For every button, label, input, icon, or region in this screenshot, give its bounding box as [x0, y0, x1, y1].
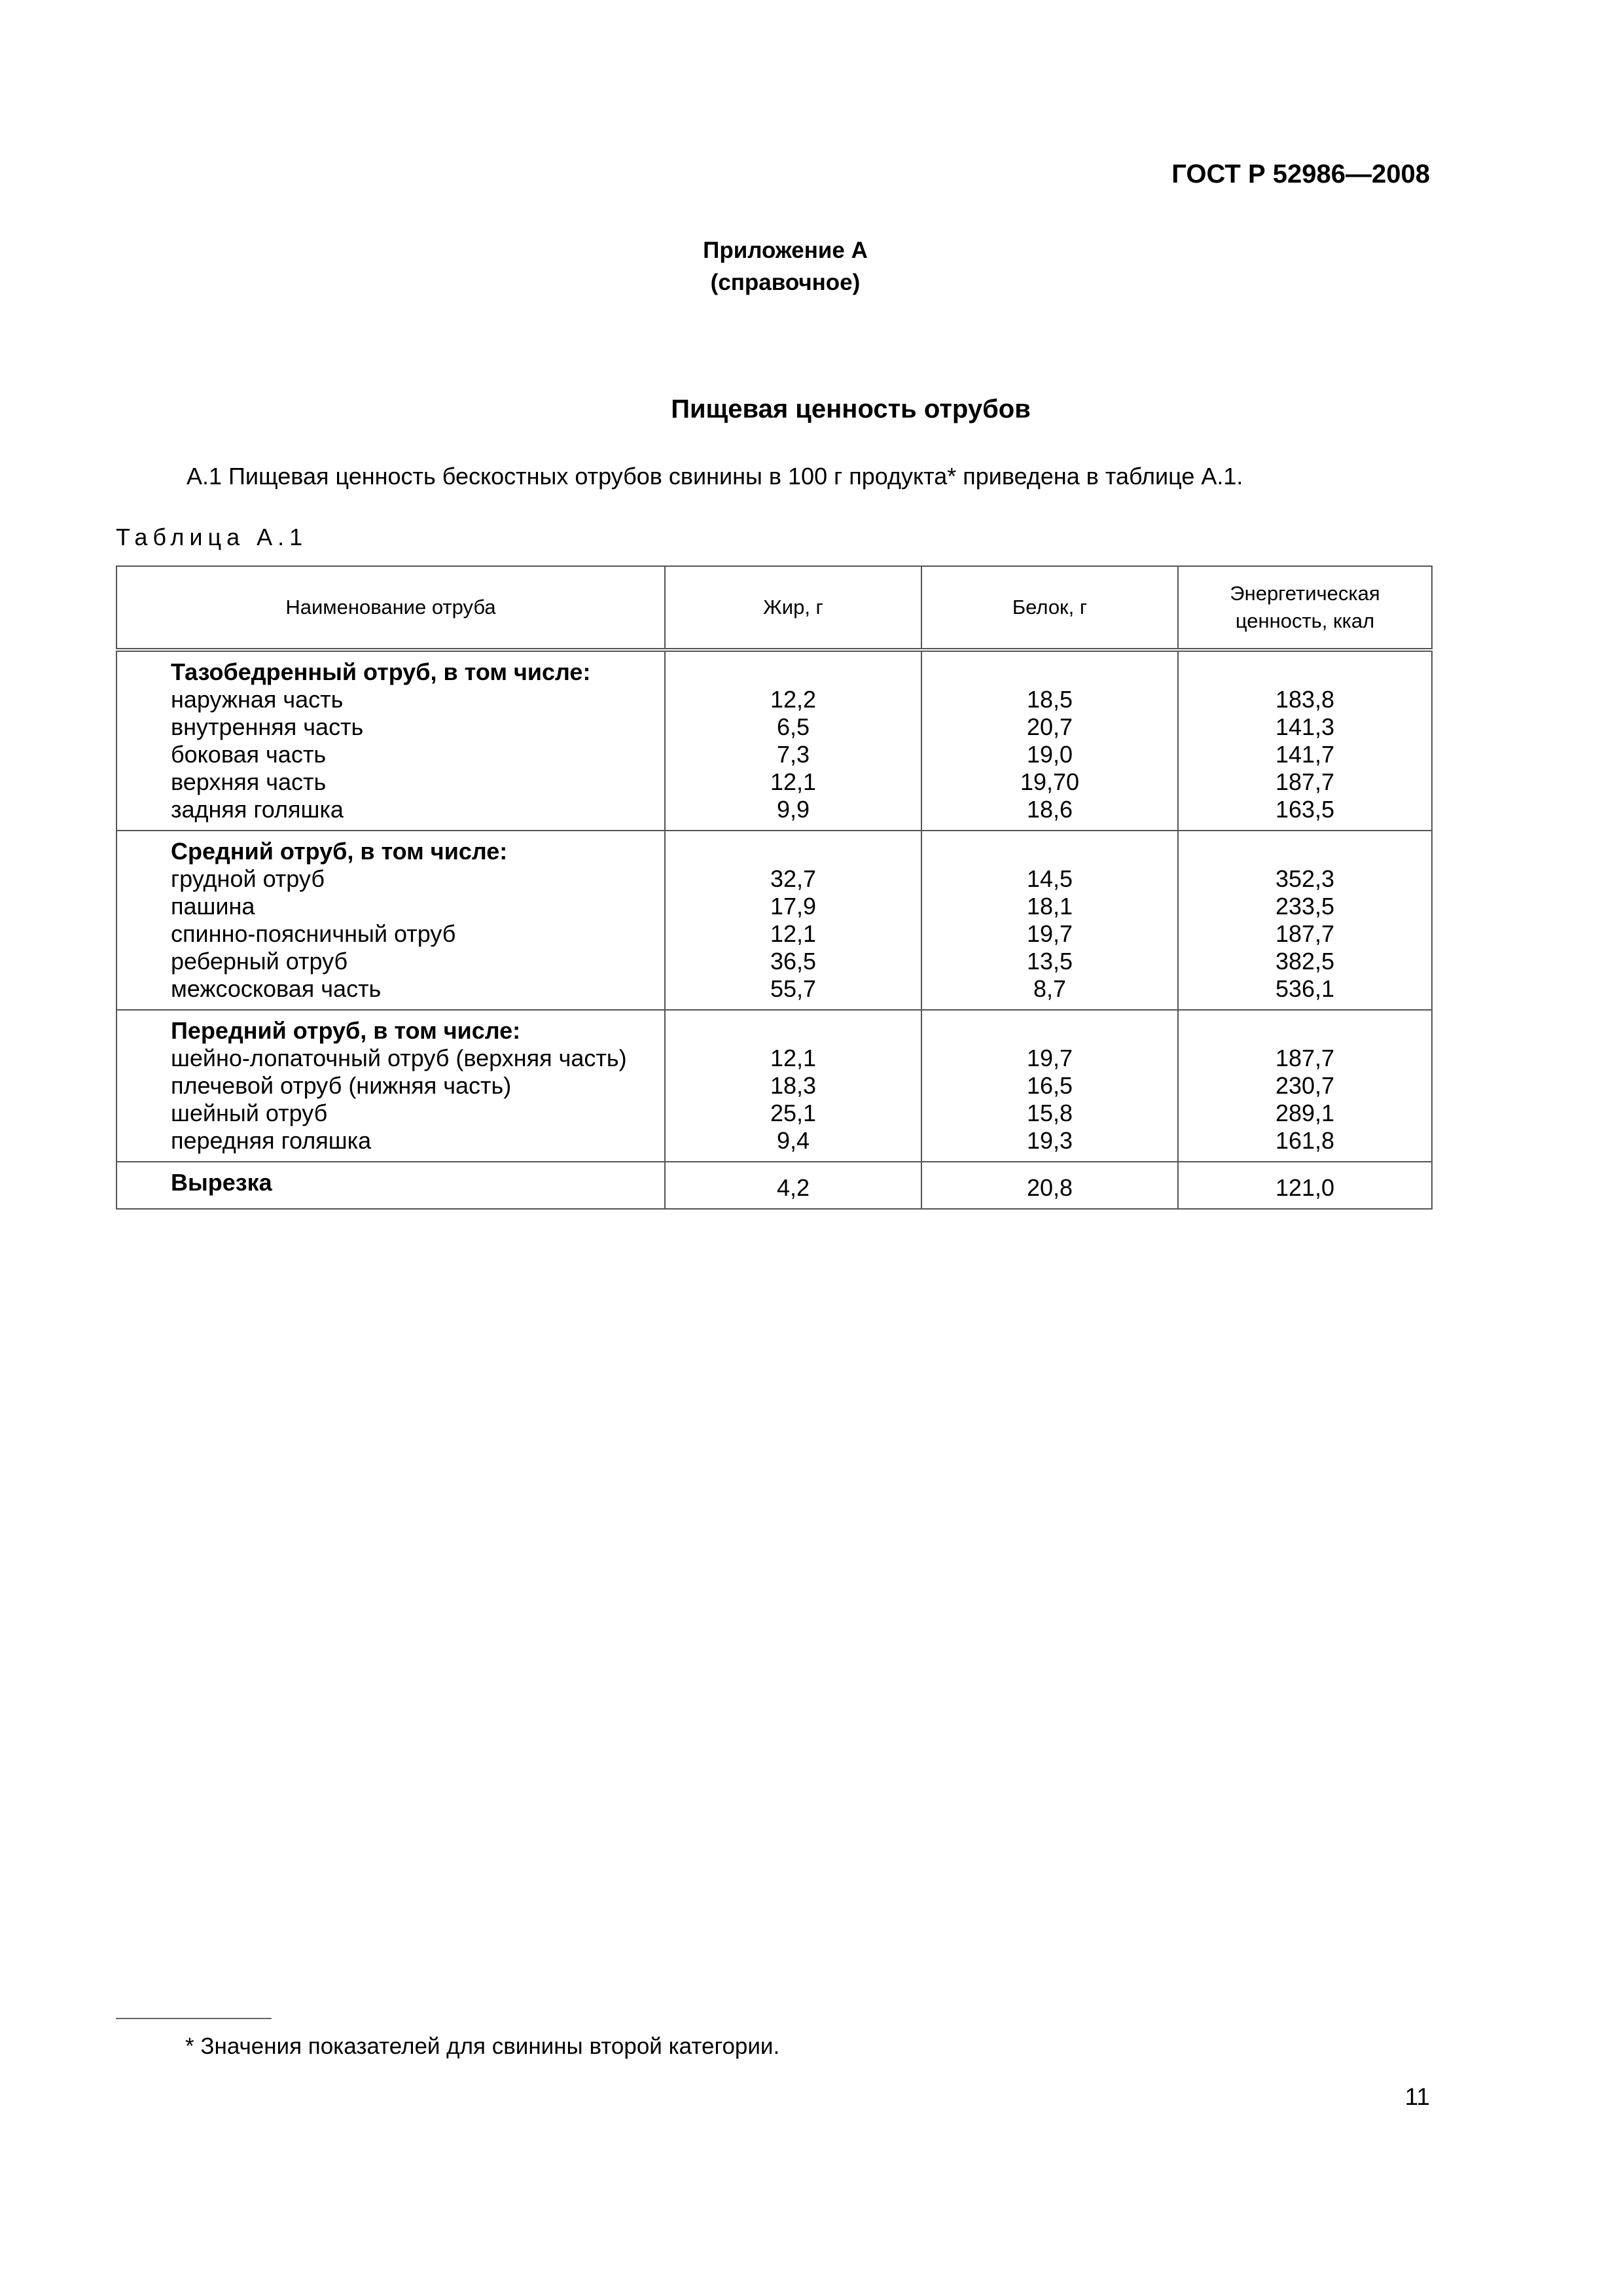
cut-name: боковая часть	[171, 741, 327, 768]
group-protein-values	[921, 1010, 1178, 1162]
energy-value: 289,1	[1275, 1100, 1335, 1126]
annex-subtitle: (справочное)	[710, 270, 861, 295]
energy-value: 141,7	[1275, 741, 1335, 768]
fat-value: 18,3	[770, 1072, 817, 1099]
cut-name: наружная часть	[171, 686, 344, 713]
page-number: 11	[1404, 2083, 1430, 2110]
tenderloin-protein	[921, 1162, 1178, 1209]
table-group-middle	[116, 831, 1432, 1010]
group-title: Передний отруб, в том числе:	[171, 1017, 521, 1044]
nutrition-table	[116, 565, 1433, 1210]
footnote-divider	[116, 2018, 272, 2019]
group-title: Тазобедренный отруб, в том числе:	[171, 658, 591, 685]
group-protein-values	[921, 650, 1178, 831]
fat-value: 17,9	[770, 893, 817, 920]
cut-name: шейно-лопаточный отруб (верхняя часть)	[171, 1045, 627, 1071]
group-energy-values	[1178, 1010, 1432, 1162]
fat-value: 9,4	[776, 1127, 810, 1154]
cut-name: задняя голяшка	[171, 796, 344, 823]
cut-name: передняя голяшка	[171, 1127, 372, 1154]
fat-value: 12,1	[770, 768, 817, 795]
col-header-name: Наименование отруба	[116, 566, 665, 650]
fat-value: 36,5	[770, 948, 817, 975]
table-label: Таблица А.1	[116, 524, 308, 550]
protein-value: 19,70	[1020, 768, 1080, 795]
protein-value: 18,1	[1026, 893, 1073, 920]
fat-value: 9,9	[776, 796, 810, 823]
energy-value: 233,5	[1275, 893, 1335, 920]
energy-value: 121,0	[1275, 1174, 1335, 1201]
group-names	[116, 831, 665, 1010]
fat-value: 55,7	[770, 975, 817, 1002]
col-header-energy-line2: ценность, ккал	[1235, 609, 1375, 632]
protein-value: 19,7	[1026, 920, 1073, 947]
cut-name: спинно-поясничный отруб	[171, 920, 456, 947]
tenderloin-energy	[1178, 1162, 1432, 1209]
cut-name: плечевой отруб (нижняя часть)	[171, 1072, 512, 1099]
fat-value: 6,5	[776, 713, 810, 740]
group-title: Средний отруб, в том числе:	[171, 838, 508, 865]
standard-number: ГОСТ Р 52986—2008	[1171, 160, 1430, 188]
fat-value: 12,1	[770, 920, 817, 947]
protein-value: 18,5	[1026, 686, 1073, 713]
energy-value: 536,1	[1275, 975, 1335, 1002]
energy-value: 183,8	[1275, 686, 1335, 713]
tenderloin-name	[116, 1162, 665, 1209]
annex-heading	[681, 234, 890, 298]
footnote: * Значения показателей для свинины второй категории.	[185, 2034, 780, 2059]
energy-value: 161,8	[1275, 1127, 1335, 1154]
group-fat-values	[665, 1010, 921, 1162]
fat-value: 12,2	[770, 686, 817, 713]
group-names	[116, 650, 665, 831]
protein-value: 13,5	[1026, 948, 1073, 975]
col-header-energy-line1: Энергетическая	[1230, 582, 1380, 605]
group-fat-values	[665, 831, 921, 1010]
table-row-tenderloin	[116, 1162, 1432, 1209]
cut-name: шейный отруб	[171, 1100, 328, 1126]
group-energy-values	[1178, 831, 1432, 1010]
table-group-hip	[116, 650, 1432, 831]
energy-value: 352,3	[1275, 865, 1335, 892]
protein-value: 8,7	[1033, 975, 1067, 1002]
fat-value: 4,2	[776, 1174, 810, 1201]
fat-value: 7,3	[776, 741, 810, 768]
annex-title: Приложение А	[703, 238, 868, 263]
energy-value: 230,7	[1275, 1072, 1335, 1099]
cut-name: реберный отруб	[171, 948, 348, 975]
col-header-fat: Жир, г	[665, 566, 921, 650]
table-group-front	[116, 1010, 1432, 1162]
protein-value: 15,8	[1026, 1100, 1073, 1126]
group-protein-values	[921, 831, 1178, 1010]
fat-value: 32,7	[770, 865, 817, 892]
energy-value: 382,5	[1275, 948, 1335, 975]
tenderloin-fat	[665, 1162, 921, 1209]
protein-value: 19,7	[1026, 1045, 1073, 1071]
intro-paragraph: А.1 Пищевая ценность бескостных отрубов свинины в 100 г продукта* приведена в таблице А.1.	[187, 463, 1243, 490]
fat-value: 25,1	[770, 1100, 817, 1126]
protein-value: 16,5	[1026, 1072, 1073, 1099]
protein-value: 20,8	[1026, 1174, 1073, 1201]
cut-name: грудной отруб	[171, 865, 325, 892]
col-header-protein: Белок, г	[921, 566, 1178, 650]
group-title: Вырезка	[171, 1169, 272, 1196]
protein-value: 19,3	[1026, 1127, 1073, 1154]
cut-name: верхняя часть	[171, 768, 327, 795]
energy-value: 187,7	[1275, 920, 1335, 947]
section-title: Пищевая ценность отрубов	[671, 395, 1031, 423]
protein-value: 14,5	[1026, 865, 1073, 892]
energy-value: 163,5	[1275, 796, 1335, 823]
group-names	[116, 1010, 665, 1162]
energy-value: 141,3	[1275, 713, 1335, 740]
group-energy-values	[1178, 650, 1432, 831]
protein-value: 20,7	[1026, 713, 1073, 740]
table-header-row	[116, 566, 1432, 650]
col-header-energy	[1178, 566, 1432, 650]
energy-value: 187,7	[1275, 1045, 1335, 1071]
cut-name: межсосковая часть	[171, 975, 382, 1002]
group-fat-values	[665, 650, 921, 831]
fat-value: 12,1	[770, 1045, 817, 1071]
cut-name: пашина	[171, 893, 255, 920]
protein-value: 18,6	[1026, 796, 1073, 823]
energy-value: 187,7	[1275, 768, 1335, 795]
cut-name: внутренняя часть	[171, 713, 364, 740]
protein-value: 19,0	[1026, 741, 1073, 768]
